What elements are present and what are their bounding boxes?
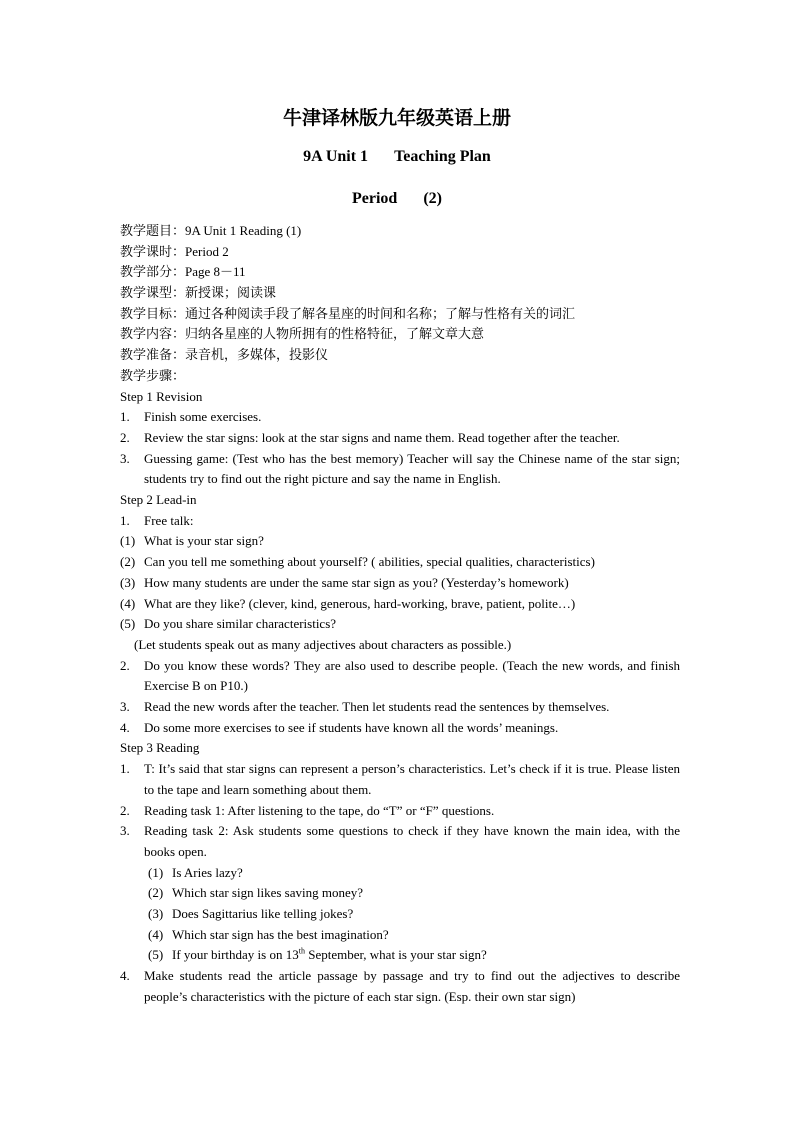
item-number: 2. (120, 802, 130, 818)
list-item (120, 759, 680, 800)
question-text: Which star sign has the best imagination? (172, 926, 389, 942)
item-text: Reading task 2: Ask students some questions to check if they have known the main idea, with the books open. (144, 823, 680, 859)
question-number: (3) (148, 906, 164, 922)
item-text: Review the star signs: look at the star signs and name them. Read together after the teacher. (144, 429, 620, 445)
question-item (120, 883, 680, 904)
ordinal-suffix: th (298, 947, 305, 957)
question-text: Which star sign likes saving money? (172, 885, 363, 901)
question-number: (5) (120, 616, 136, 632)
question-text: Is Aries lazy? (172, 864, 243, 880)
list-item (120, 697, 680, 718)
meta-content: 教学内容：归纳各星座的人物所拥有的性格特征，了解文章大意 (120, 326, 485, 342)
question-text-end: September, what is your star sign? (304, 947, 487, 963)
question-item (120, 531, 680, 552)
list-item (120, 656, 680, 697)
item-number: 1. (120, 761, 130, 777)
question-text: Can you tell me something about yourself? ( abilities, special qualities, characteristics) (144, 554, 595, 570)
list-item (120, 428, 680, 449)
item-number: 3. (120, 823, 130, 839)
question-item (120, 863, 680, 884)
question-text: Does Sagittarius like telling jokes? (172, 906, 354, 922)
question-number: (4) (148, 926, 164, 942)
document-title: 牛津译林版九年级英语上册 (282, 108, 511, 129)
question-number: (2) (148, 885, 164, 901)
question-item (120, 904, 680, 925)
list-item (120, 449, 680, 490)
item-number: 4. (120, 968, 130, 984)
question-item (120, 614, 680, 635)
meta-pages: 教学部分：Page 8－11 (120, 264, 246, 280)
lesson-body (120, 221, 680, 1008)
item-number: 4. (120, 719, 130, 735)
list-item (120, 718, 680, 739)
step2-heading: Step 2 Lead-in (120, 492, 197, 507)
item-text: Reading task 1: After listening to the tape, do “T” or “F” questions. (144, 802, 495, 818)
question-text: What is your star sign? (144, 533, 264, 549)
meta-topic: 教学题目：9A Unit 1 Reading (1) (120, 223, 302, 238)
unit-label: 9A Unit 1 (303, 148, 369, 165)
item-number: 3. (120, 450, 130, 466)
list-item (120, 821, 680, 862)
meta-objectives: 教学目标：通过各种阅读手段了解各星座的时间和名称；了解与性格有关的词汇 (120, 305, 576, 321)
teacher-note: (Let students speak out as many adjectives about characters as possible.) (134, 636, 512, 652)
item-text: Do some more exercises to see if students have known all the words’ meanings. (144, 719, 559, 735)
plan-label: Teaching Plan (394, 148, 491, 165)
question-text: Do you share similar characteristics? (144, 616, 337, 632)
item-text: T: It’s said that star signs can represent a person’s characteristics. Let’s check if it is true. Please listen to the tape and learn something about them. (144, 761, 680, 797)
question-number: (3) (120, 574, 136, 590)
question-number: (2) (120, 554, 136, 570)
question-item (120, 594, 680, 615)
question-number: (5) (148, 947, 164, 963)
list-item (120, 407, 680, 428)
meta-period: 教学课时：Period 2 (120, 243, 229, 259)
item-text: Do you know these words? They are also used to describe people. (Teach the new words, and finish Exercise B on P10.) (144, 657, 680, 694)
item-text: Free talk: (144, 512, 194, 528)
list-item (120, 966, 680, 1007)
question-item (120, 925, 680, 946)
item-number: 3. (120, 699, 130, 715)
item-number: 2. (120, 429, 130, 445)
meta-steps: 教学步骤： (120, 367, 186, 383)
period-heading (0, 190, 794, 208)
step3-heading: Step 3 Reading (120, 740, 200, 756)
question-text: What are they like? (clever, kind, generous, hard-working, brave, patient, polite…) (144, 595, 576, 611)
list-item (120, 801, 680, 822)
list-item (120, 511, 680, 532)
question-number: (1) (148, 864, 164, 880)
unit-heading (0, 148, 794, 166)
question-number: (1) (120, 533, 136, 549)
question-item (120, 573, 680, 594)
item-text: Guessing game: (Test who has the best memory) Teacher will say the Chinese name of the star sign; students try to find out the right picture and say the name in English. (144, 450, 680, 487)
item-number: 2. (120, 657, 130, 673)
item-number: 1. (120, 512, 130, 528)
question-number: (4) (120, 595, 136, 611)
meta-type: 教学课型：新授课；阅读课 (120, 285, 277, 301)
item-text: Read the new words after the teacher. Then let students read the sentences by themselves. (144, 699, 610, 715)
item-number: 1. (120, 409, 130, 425)
question-item (120, 945, 680, 966)
step1-heading: Step 1 Revision (120, 388, 203, 404)
question-text-start: If your birthday is on 13 (172, 947, 299, 963)
question-text: How many students are under the same star sign as you? (Yesterday’s homework) (144, 574, 569, 590)
meta-preparation: 教学准备：录音机，多媒体，投影仪 (120, 347, 329, 363)
item-text: Finish some exercises. (144, 409, 262, 425)
period-number: (2) (423, 190, 442, 207)
period-label: Period (352, 190, 398, 207)
question-item (120, 552, 680, 573)
item-text: Make students read the article passage by passage and try to find out the adjectives to describe people’s characteristics with the picture of each star sign. (Esp. their own star sign) (144, 968, 680, 1004)
